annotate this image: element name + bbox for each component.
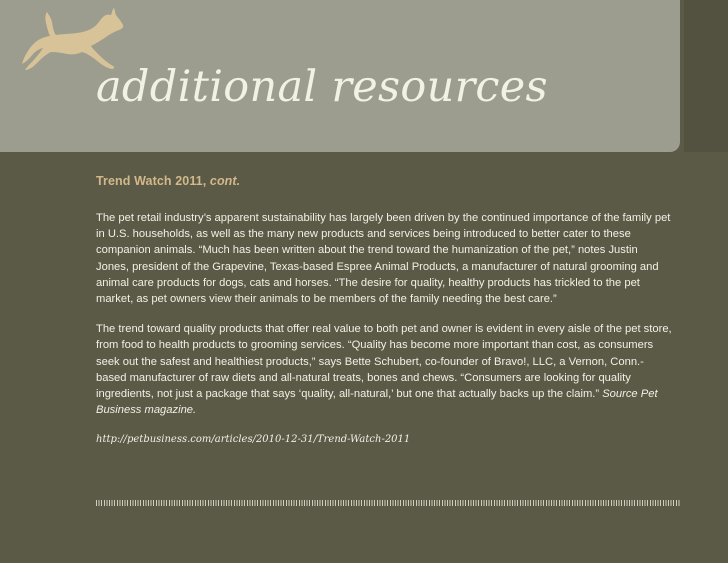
page-title: additional resources	[96, 62, 548, 112]
header-right-panel	[684, 0, 728, 152]
paragraph-1: The pet retail industry’s apparent sustainability has largely been driven by the continued importance of the family pet in U.S. households, as well as the many new products and services being introduced to better cater to these companion animals. “Much has been written about the trend toward the humanization of the pet,” notes Justin Jones, president of the Grapevine, Texas-based Espree Animal Products, a manufacturer of natural grooming and animal care products for dogs, cats and horses. “The desire for quality, healthy products has trickled to the pet market, as pet owners view their animals to be members of the family needing the best care.”	[96, 212, 671, 306]
source-url: http://petbusiness.com/articles/2010-12-31/Trend-Watch-2011	[96, 434, 411, 446]
section-heading-text: Trend Watch 2011,	[96, 174, 210, 188]
dotted-divider	[96, 500, 680, 506]
section-heading-cont: cont.	[209, 174, 241, 188]
article-body	[96, 174, 672, 445]
section-heading	[96, 174, 672, 188]
paragraph-2-text: The trend toward quality products that offer real value to both pet and owner is evident in every aisle of the pet store, from food to health products to grooming services. “Quality has become more important than cost, as consumers seek out the safest and healthiest products,” says Bette Schubert, co-founder of Bravo!, LLC, a Vernon, Conn.-based manufacturer of raw diets and all-natural treats, bones and chews. “Consumers are looking for quality ingredients, not just a package that says ‘quality, all-natural,’ but one that actually backs up the claim.”	[96, 323, 672, 401]
paragraph-2	[96, 321, 672, 418]
paragraph-2-source: Source Pet Business magazine.	[96, 388, 658, 417]
